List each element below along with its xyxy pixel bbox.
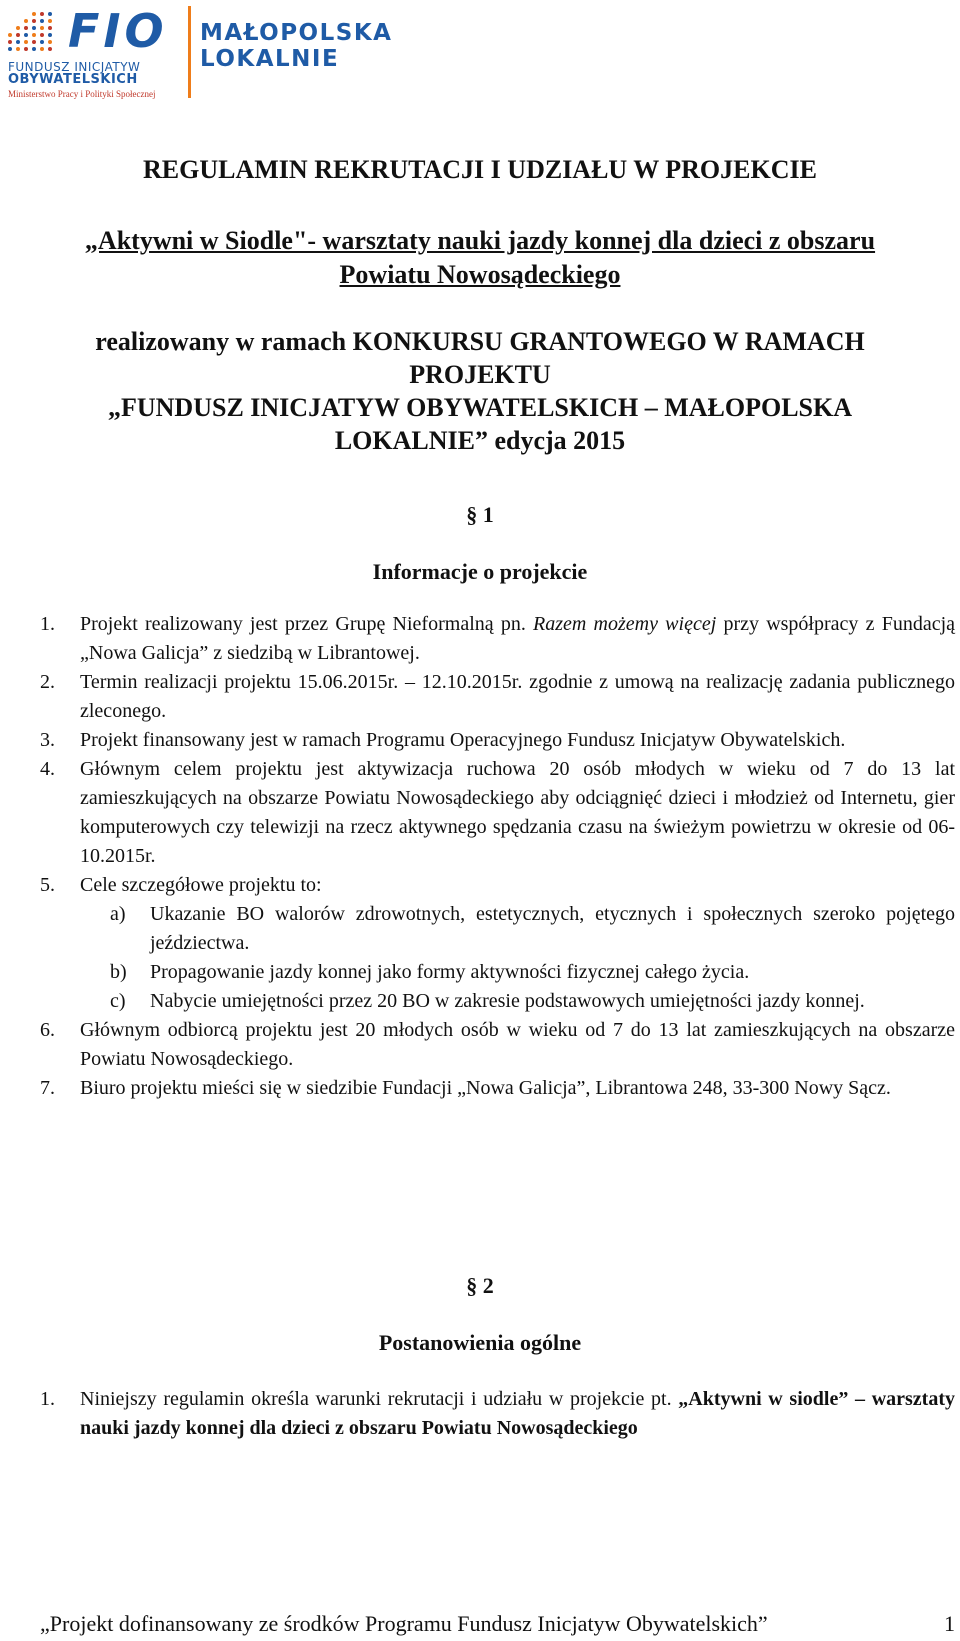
project-name-line-1: „Aktywni w Siodle"- warsztaty nauki jazdy konnej dla dzieci z obszaru: [84, 226, 876, 255]
context-line-3: „FUNDUSZ INICJATYW OBYWATELSKICH – MAŁOPOLSKA: [108, 393, 852, 422]
logo-dot: [16, 40, 20, 44]
logo-dot: [48, 40, 52, 44]
section-2-title: Postanowienia ogólne: [378, 1330, 582, 1355]
malopolska-logo-line-1: MAŁOPOLSKA: [200, 20, 393, 46]
logo-dot: [32, 12, 36, 16]
context-line-2: PROJEKTU: [409, 360, 551, 389]
logo-dot: [40, 40, 44, 44]
logo-dot: [24, 47, 28, 51]
logo-dot: [24, 33, 28, 37]
header: [8, 4, 428, 104]
section-2-number: § 2: [466, 1273, 494, 1298]
malopolska-logo: [200, 20, 392, 72]
list-item: 6. Głównym odbiorcą projektu jest 20 młodych osób w wieku od 7 do 13 lat zamieszkujących na obszarze Powiatu Nowosądeckiego.: [40, 1019, 955, 1070]
logo-dot: [16, 33, 20, 37]
fio-logo-text: FIO: [68, 4, 168, 58]
project-context: [30, 325, 930, 457]
list-item: 1. Niniejszy regulamin określa warunki rekrutacji i udziału w projekcie pt. „Aktywni w siodle” – warsztaty nauki jazdy konnej dla dzieci z obszaru Powiatu Nowosądeckiego: [40, 1388, 955, 1439]
logo-dot: [24, 19, 28, 23]
logo-dot: [40, 33, 44, 37]
section-1-number: § 1: [466, 502, 494, 527]
malopolska-logo-line-2: LOKALNIE: [200, 46, 340, 72]
context-line-1: realizowany w ramach KONKURSU GRANTOWEGO W RAMACH: [95, 327, 865, 356]
page-footer: [40, 1611, 955, 1637]
logo-dot: [32, 26, 36, 30]
logo-dot: [40, 47, 44, 51]
context-line-4: LOKALNIE” edycja 2015: [334, 426, 626, 455]
logo-dot: [40, 19, 44, 23]
list-item: 7. Biuro projektu mieści się w siedzibie Fundacji „Nowa Galicja”, Librantowa 248, 33-300 Nowy Sącz.: [40, 1077, 891, 1099]
logo-divider: [188, 6, 191, 98]
project-name-line-2: Powiatu Nowosądeckiego: [339, 260, 621, 289]
footer-text: „Projekt dofinansowany ze środków Programu Fundusz Inicjatyw Obywatelskich”: [40, 1611, 768, 1636]
logo-dot: [40, 26, 44, 30]
logo-dot: [8, 47, 12, 51]
fio-logo-subtitle-2: OBYWATELSKICH: [8, 72, 138, 87]
list-item: 3. Projekt finansowany jest w ramach Programu Operacyjnego Fundusz Inicjatyw Obywatelskich.: [40, 729, 846, 751]
logo-dot: [32, 40, 36, 44]
fio-logo: [8, 4, 178, 104]
sub-list-item: b) Propagowanie jazdy konnej jako formy aktywności fizycznej całego życia.: [110, 961, 750, 983]
sub-list-item: c) Nabycie umiejętności przez 20 BO w zakresie podstawowych umiejętności jazdy konnej.: [110, 990, 865, 1012]
logo-dot: [16, 26, 20, 30]
project-name: [30, 224, 930, 292]
list-item: 1. Projekt realizowany jest przez Grupę Nieformalną pn. Razem możemy więcej przy współpracy z Fundacją „Nowa Galicja” z siedzibą w Librantowej.: [40, 613, 955, 664]
list-item: 2. Termin realizacji projektu 15.06.2015r. – 12.10.2015r. zgodnie z umową na realizację zadania publicznego zleconego.: [40, 671, 955, 722]
logo-dot: [48, 47, 52, 51]
logo-dot: [16, 47, 20, 51]
fio-logo-subtitle-1: FUNDUSZ INICJATYW: [8, 60, 141, 74]
logo-dot: [32, 47, 36, 51]
logo-dot: [32, 19, 36, 23]
logo-dot: [48, 19, 52, 23]
logo-dot: [8, 33, 12, 37]
document-title: REGULAMIN REKRUTACJI I UDZIAŁU W PROJEKCIE: [143, 155, 817, 184]
logo-dot: [48, 12, 52, 16]
fio-logo-ministry: Ministerstwo Pracy i Polityki Społecznej: [8, 89, 156, 99]
section-1-title: Informacje o projekcie: [372, 559, 588, 584]
logo-dot: [24, 26, 28, 30]
logo-dot: [24, 40, 28, 44]
logo-dot: [48, 26, 52, 30]
logo-dot: [8, 40, 12, 44]
logo-dot: [40, 12, 44, 16]
logo-dot: [32, 33, 36, 37]
list-item: 5. Cele szczegółowe projektu to:: [40, 874, 322, 896]
section-2-list: [40, 1385, 955, 1443]
sub-list-item: a) Ukazanie BO walorów zdrowotnych, estetycznych, etycznych i społecznych szeroko pojętego jeździectwa.: [110, 903, 955, 954]
section-1-list: [40, 610, 955, 1103]
logo-dot: [48, 33, 52, 37]
list-item: 4. Głównym celem projektu jest aktywizacja ruchowa 20 osób młodych w wieku od 7 do 13 lat zamieszkujących na obszarze Powiatu Nowosądeckiego aby odciągnięć dzieci i młodzież od Internetu, gier komputerowych czy telewizji na rzecz aktywnego spędzania czasu na świeżym powietrzu w okresie od 06-10.2015r.: [40, 758, 955, 867]
page-number: 1: [944, 1611, 955, 1636]
